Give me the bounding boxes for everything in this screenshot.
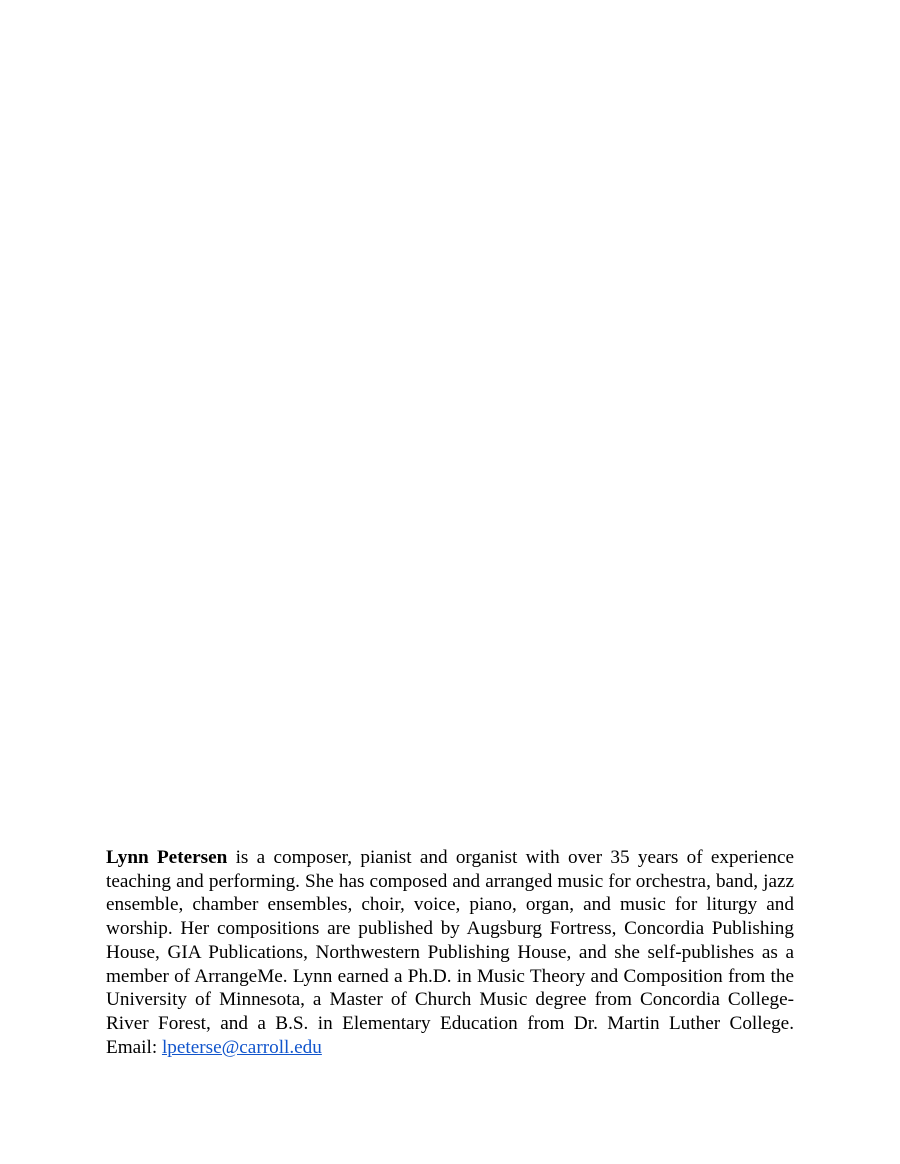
email-label: Email: — [106, 1036, 162, 1058]
composer-name: Lynn Petersen — [106, 847, 228, 868]
email-link[interactable]: lpeterse@carroll.edu — [161, 1036, 322, 1058]
biography-paragraph — [106, 846, 794, 1059]
biography-text: is a composer, pianist and organist with over 35 years of experience teaching and performing. She has composed and arranged music for orchestra, band, jazz ensemble, chamber ensembles, choir, voice, piano, organ, and music for liturgy and worship. Her compositions are published by Augsburg Fortress, Concordia Publishing House, GIA Publications, Northwestern Publishing House, and she self-publishes as a member of ArrangeMe. Lynn earned a Ph.D. in Music Theory and Composition from the University of Minnesota, a Master of Church Music degree from Concordia College-River Forest, and a B.S. in Elementary Education from Dr. Martin Luther College. — [106, 847, 794, 1034]
